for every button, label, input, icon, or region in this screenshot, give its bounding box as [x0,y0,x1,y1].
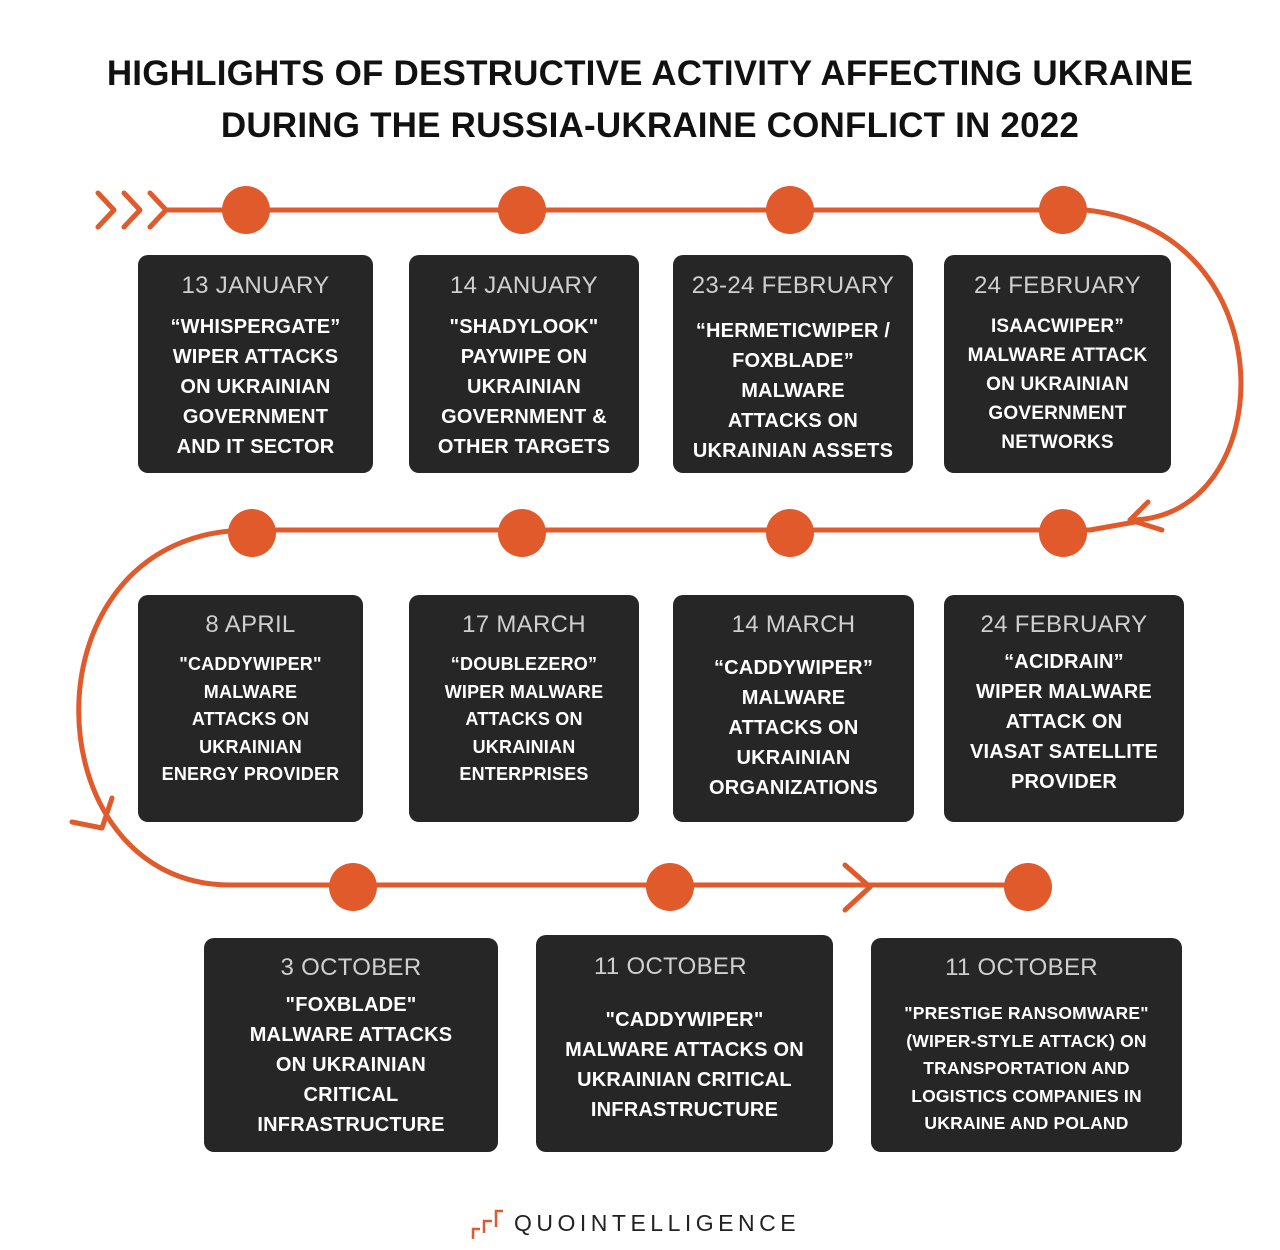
event-description: “DOUBLEZERO” WIPER MALWARE ATTACKS ON UKRAINIAN ENTERPRISES [444,654,604,784]
event-card-doublezero [409,595,639,822]
event-date: 14 MARCH [731,611,856,638]
logo-text: QUOINTELLIGENCE [514,1209,801,1236]
start-chevron-icon [98,193,114,227]
timeline-dot [222,186,270,234]
event-date: 23-24 FEBRUARY [691,272,895,299]
event-card-foxblade [204,938,498,1152]
timeline-dot [1039,509,1087,557]
timeline-dot [498,509,546,557]
timeline-dot [498,186,546,234]
timeline-dot [766,509,814,557]
event-date: 8 APRIL [205,611,296,638]
event-date: 11 OCTOBER [594,953,747,980]
title-line-2: DURING THE RUSSIA-UKRAINE CONFLICT IN 2022 [220,106,1080,145]
event-description: “CADDYWIPER” MALWARE ATTACKS ON UKRAINIAN ORGANIZATIONS [709,657,878,799]
timeline-dot [1004,863,1052,911]
event-card-caddywiper-april [138,595,363,822]
event-card-acidrain [944,595,1184,822]
event-card-hermeticwiper [673,255,913,473]
event-card-caddywiper-march [673,595,914,822]
event-date: 24 FEBRUARY [974,272,1141,299]
event-card-whispergate [138,255,373,473]
event-date: 11 OCTOBER [945,954,1098,981]
timeline-dot [766,186,814,234]
event-date: 13 JANUARY [181,272,330,299]
event-description: “HERMETICWIPER / FOXBLADE” MALWARE ATTACKS ON UKRAINIAN ASSETS [692,320,894,462]
event-card-caddywiper-october [536,935,833,1152]
start-chevron-icon [124,193,140,227]
event-description: "FOXBLADE" MALWARE ATTACKS ON UKRAINIAN CRITICAL INFRASTRUCTURE [249,994,453,1136]
event-description: "CADDYWIPER" MALWARE ATTACKS ON UKRAINIAN ENERGY PROVIDER [161,654,340,784]
event-description: "PRESTIGE RANSOMWARE" (WIPER-STYLE ATTACK) ON TRANSPORTATION AND LOGISTICS COMPANIES IN UKRAINE AND POLAND [904,1003,1149,1133]
event-card-shadylook [409,255,639,473]
event-description: “WHISPERGATE” WIPER ATTACKS ON UKRAINIAN GOVERNMENT AND IT SECTOR [170,316,341,458]
event-date: 17 MARCH [462,611,586,638]
curve-arrow-icon [72,798,112,828]
event-description: ISAACWIPER” MALWARE ATTACK ON UKRAINIAN GOVERNMENT NETWORKS [967,316,1148,453]
event-description: "SHADYLOOK" PAYWIPE ON UKRAINIAN GOVERNMENT & OTHER TARGETS [437,316,611,458]
event-description: “ACIDRAIN” WIPER MALWARE ATTACK ON VIASAT SATELLITE PROVIDER [969,651,1158,793]
event-description: "CADDYWIPER" MALWARE ATTACKS ON UKRAINIAN CRITICAL INFRASTRUCTURE [565,1009,804,1121]
event-date: 24 FEBRUARY [980,611,1148,638]
brand-logo [470,1205,800,1241]
title-line-1: HIGHLIGHTS OF DESTRUCTIVE ACTIVITY AFFECTING UKRAINE [106,54,1194,93]
timeline-dot [1039,186,1087,234]
quointelligence-logo-icon [470,1205,506,1241]
timeline-dot [228,509,276,557]
timeline-dot [646,863,694,911]
event-card-isaacwiper [944,255,1171,473]
event-card-prestige [871,938,1182,1152]
event-date: 14 JANUARY [450,272,598,299]
event-date: 3 OCTOBER [280,954,422,981]
timeline-dot [329,863,377,911]
